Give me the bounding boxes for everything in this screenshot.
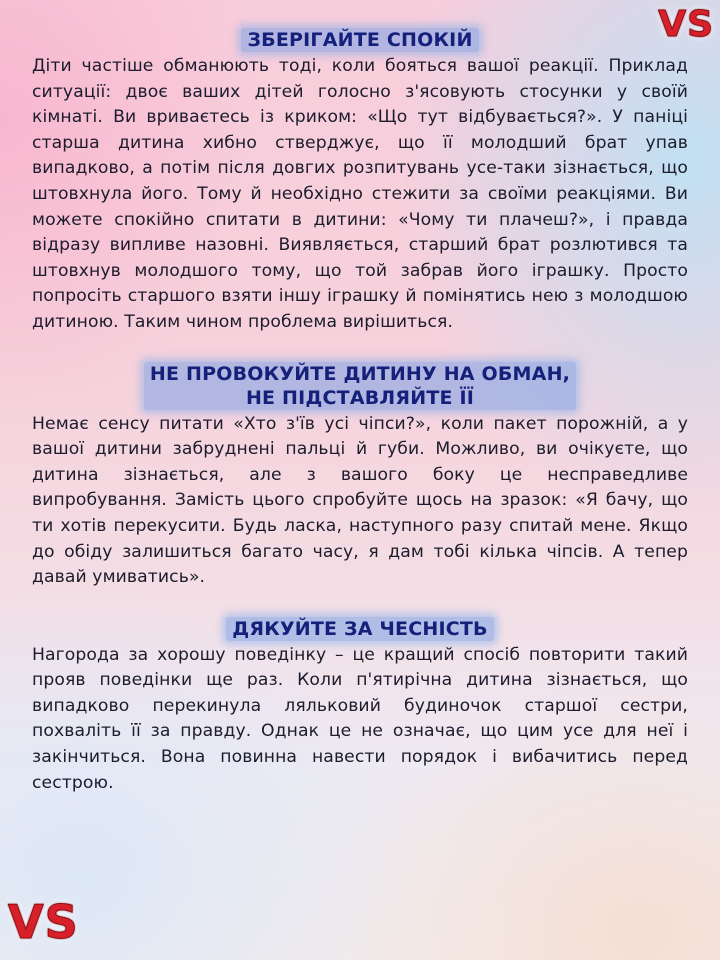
section-title-line: НЕ ПРОВОКУЙТЕ ДИТИНУ НА ОБМАН,	[149, 362, 571, 385]
section-title-line: ЗБЕРІГАЙТЕ СПОКІЙ	[247, 29, 473, 51]
section-title-dont-provoke	[144, 362, 576, 410]
section-dont-provoke	[32, 362, 688, 591]
section-heading-wrap	[32, 617, 688, 641]
section-title-thank-for-honesty	[226, 617, 493, 641]
section-title-keep-calm	[241, 28, 478, 52]
vs-logo-top-right: VS	[658, 4, 714, 45]
section-body-keep-calm: Діти частіше обманюють тоді, коли бояться вашої реакції. Приклад ситуації: двоє ваших дітей голосно з'ясовують стосунки у своїй кімнаті. Ви вриваєтесь із криком: «Що тут відбувається?». У паніці старша дитина хибно стверджує, що її молодший брат упав випадково, а потім після довгих розпитувань усе-таки зізнається, що штовхнула його. Тому й необхідно стежити за своїми реакціями. Ви можете спокійно спитати в дитини: «Чому ти плачеш?», і правда відразу випливе назовні. Виявляється, старший брат розлютився та штовхнув молодшого тому, що той забрав його іграшку. Просто попросіть старшого взяти іншу іграшку й помінятись нею з молодшою дитиною. Таким чином проблема вирішиться.	[32, 56, 688, 332]
section-title-line: НЕ ПІДСТАВЛЯЙТЕ ЇЇ	[245, 386, 475, 409]
section-body-dont-provoke: Немає сенсу питати «Хто з'їв усі чіпси?», коли пакет порожній, а у вашої дитини забруднені пальці й губи. Можливо, ви очікуєте, що дитина зізнається, але з вашого боку це несправедливе випробування. Замість цього спробуйте щось на зразок: «Я бачу, що ти хотів перекусити. Будь ласка, наступного разу спитай мене. Якщо до обіду залишиться багато часу, я дам тобі кілька чіпсів. А тепер давай умиватись».	[32, 413, 688, 588]
section-body-thank-for-honesty: Нагорода за хорошу поведінку – це кращий спосіб повторити такий прояв поведінки ще раз. Коли п'ятирічна дитина зізнається, що випадково перекинула ляльковий будиночок старшої сестри, похваліть її за правду. Однак це не означає, що цим усе для неї і закінчиться. Вона повинна навести порядок і вибачитись перед сестрою.	[32, 644, 688, 793]
section-title-line: ДЯКУЙТЕ ЗА ЧЕСНІСТЬ	[232, 617, 488, 640]
vs-logo-bottom-left: VS	[8, 895, 79, 949]
section-heading-wrap	[32, 28, 688, 52]
article	[32, 28, 688, 796]
section-thank-for-honesty	[32, 617, 688, 797]
section-heading-wrap	[32, 362, 688, 410]
section-keep-calm	[32, 28, 688, 336]
